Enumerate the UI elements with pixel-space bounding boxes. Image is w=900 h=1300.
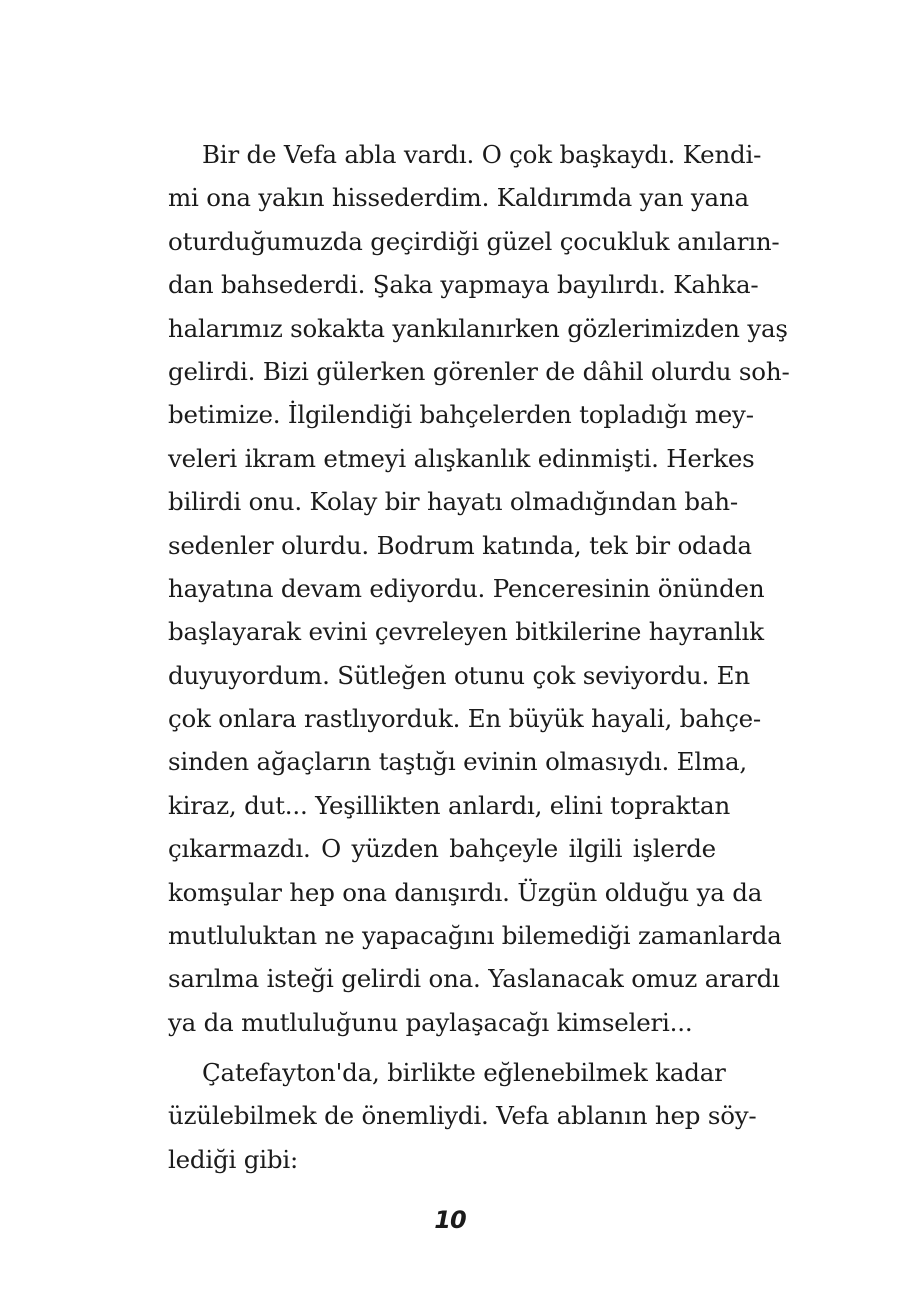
text-line: gelirdi. Bizi gülerken görenler de dâhil olurdu soh-: [168, 356, 790, 386]
text-line: halarımız sokakta yankılanırken gözlerimizden yaş: [168, 313, 788, 343]
text-line: dan bahsederdi. Şaka yapmaya bayılırdı. Kahka-: [168, 270, 759, 300]
text-line: duyuyordum. Sütleğen otunu çok seviyordu. En: [168, 660, 750, 690]
page-number: 10: [434, 1206, 466, 1234]
text-line: bilirdi onu. Kolay bir hayatı olmadığından bah-: [168, 487, 738, 517]
text-line: veleri ikram etmeyi alışkanlık edinmişti. Herkes: [168, 443, 755, 473]
text-line: komşular hep ona danışırdı. Üzgün olduğu ya da: [168, 877, 763, 907]
text-line: oturduğumuzda geçirdiği güzel çocukluk anıların-: [168, 226, 780, 256]
text-line: başlayarak evini çevreleyen bitkilerine hayranlık: [168, 617, 764, 647]
text-line: kiraz, dut... Yeşillikten anlardı, elini topraktan: [168, 790, 731, 820]
text-line: üzülebilmek de önemliydi. Vefa ablanın hep söy-: [168, 1101, 757, 1131]
text-line: hayatına devam ediyordu. Penceresinin önünden: [168, 573, 765, 603]
text-line: sedenler olurdu. Bodrum katında, tek bir odada: [168, 530, 752, 560]
text-line: Bir de Vefa abla vardı. O çok başkaydı. Kendi-: [202, 140, 762, 169]
text-line: sarılma isteği gelirdi ona. Yaslanacak omuz arardı: [168, 964, 780, 994]
text-line: ya da mutluluğunu paylaşacağı kimseleri...: [168, 1007, 693, 1037]
paragraph-1: [168, 133, 790, 1044]
text-line: mutluluktan ne yapacağını bilemediği zamanlarda: [168, 921, 782, 951]
text-line: çıkarmazdı. O yüzden bahçeyle ilgili işlerde: [168, 834, 716, 864]
text-line: betimize. İlgilendiği bahçelerden topladığı mey-: [168, 400, 754, 430]
text-line: mi ona yakın hissederdim. Kaldırımda yan yana: [168, 183, 749, 213]
text-line: Çatefayton'da, birlikte eğlenebilmek kadar: [202, 1058, 726, 1087]
text-line: lediği gibi:: [168, 1144, 299, 1174]
text-line: çok onlara rastlıyorduk. En büyük hayali, bahçe-: [168, 704, 761, 734]
paragraph-2: [168, 1051, 757, 1181]
text-line: sinden ağaçların taştığı evinin olmasıydı. Elma,: [168, 747, 747, 777]
